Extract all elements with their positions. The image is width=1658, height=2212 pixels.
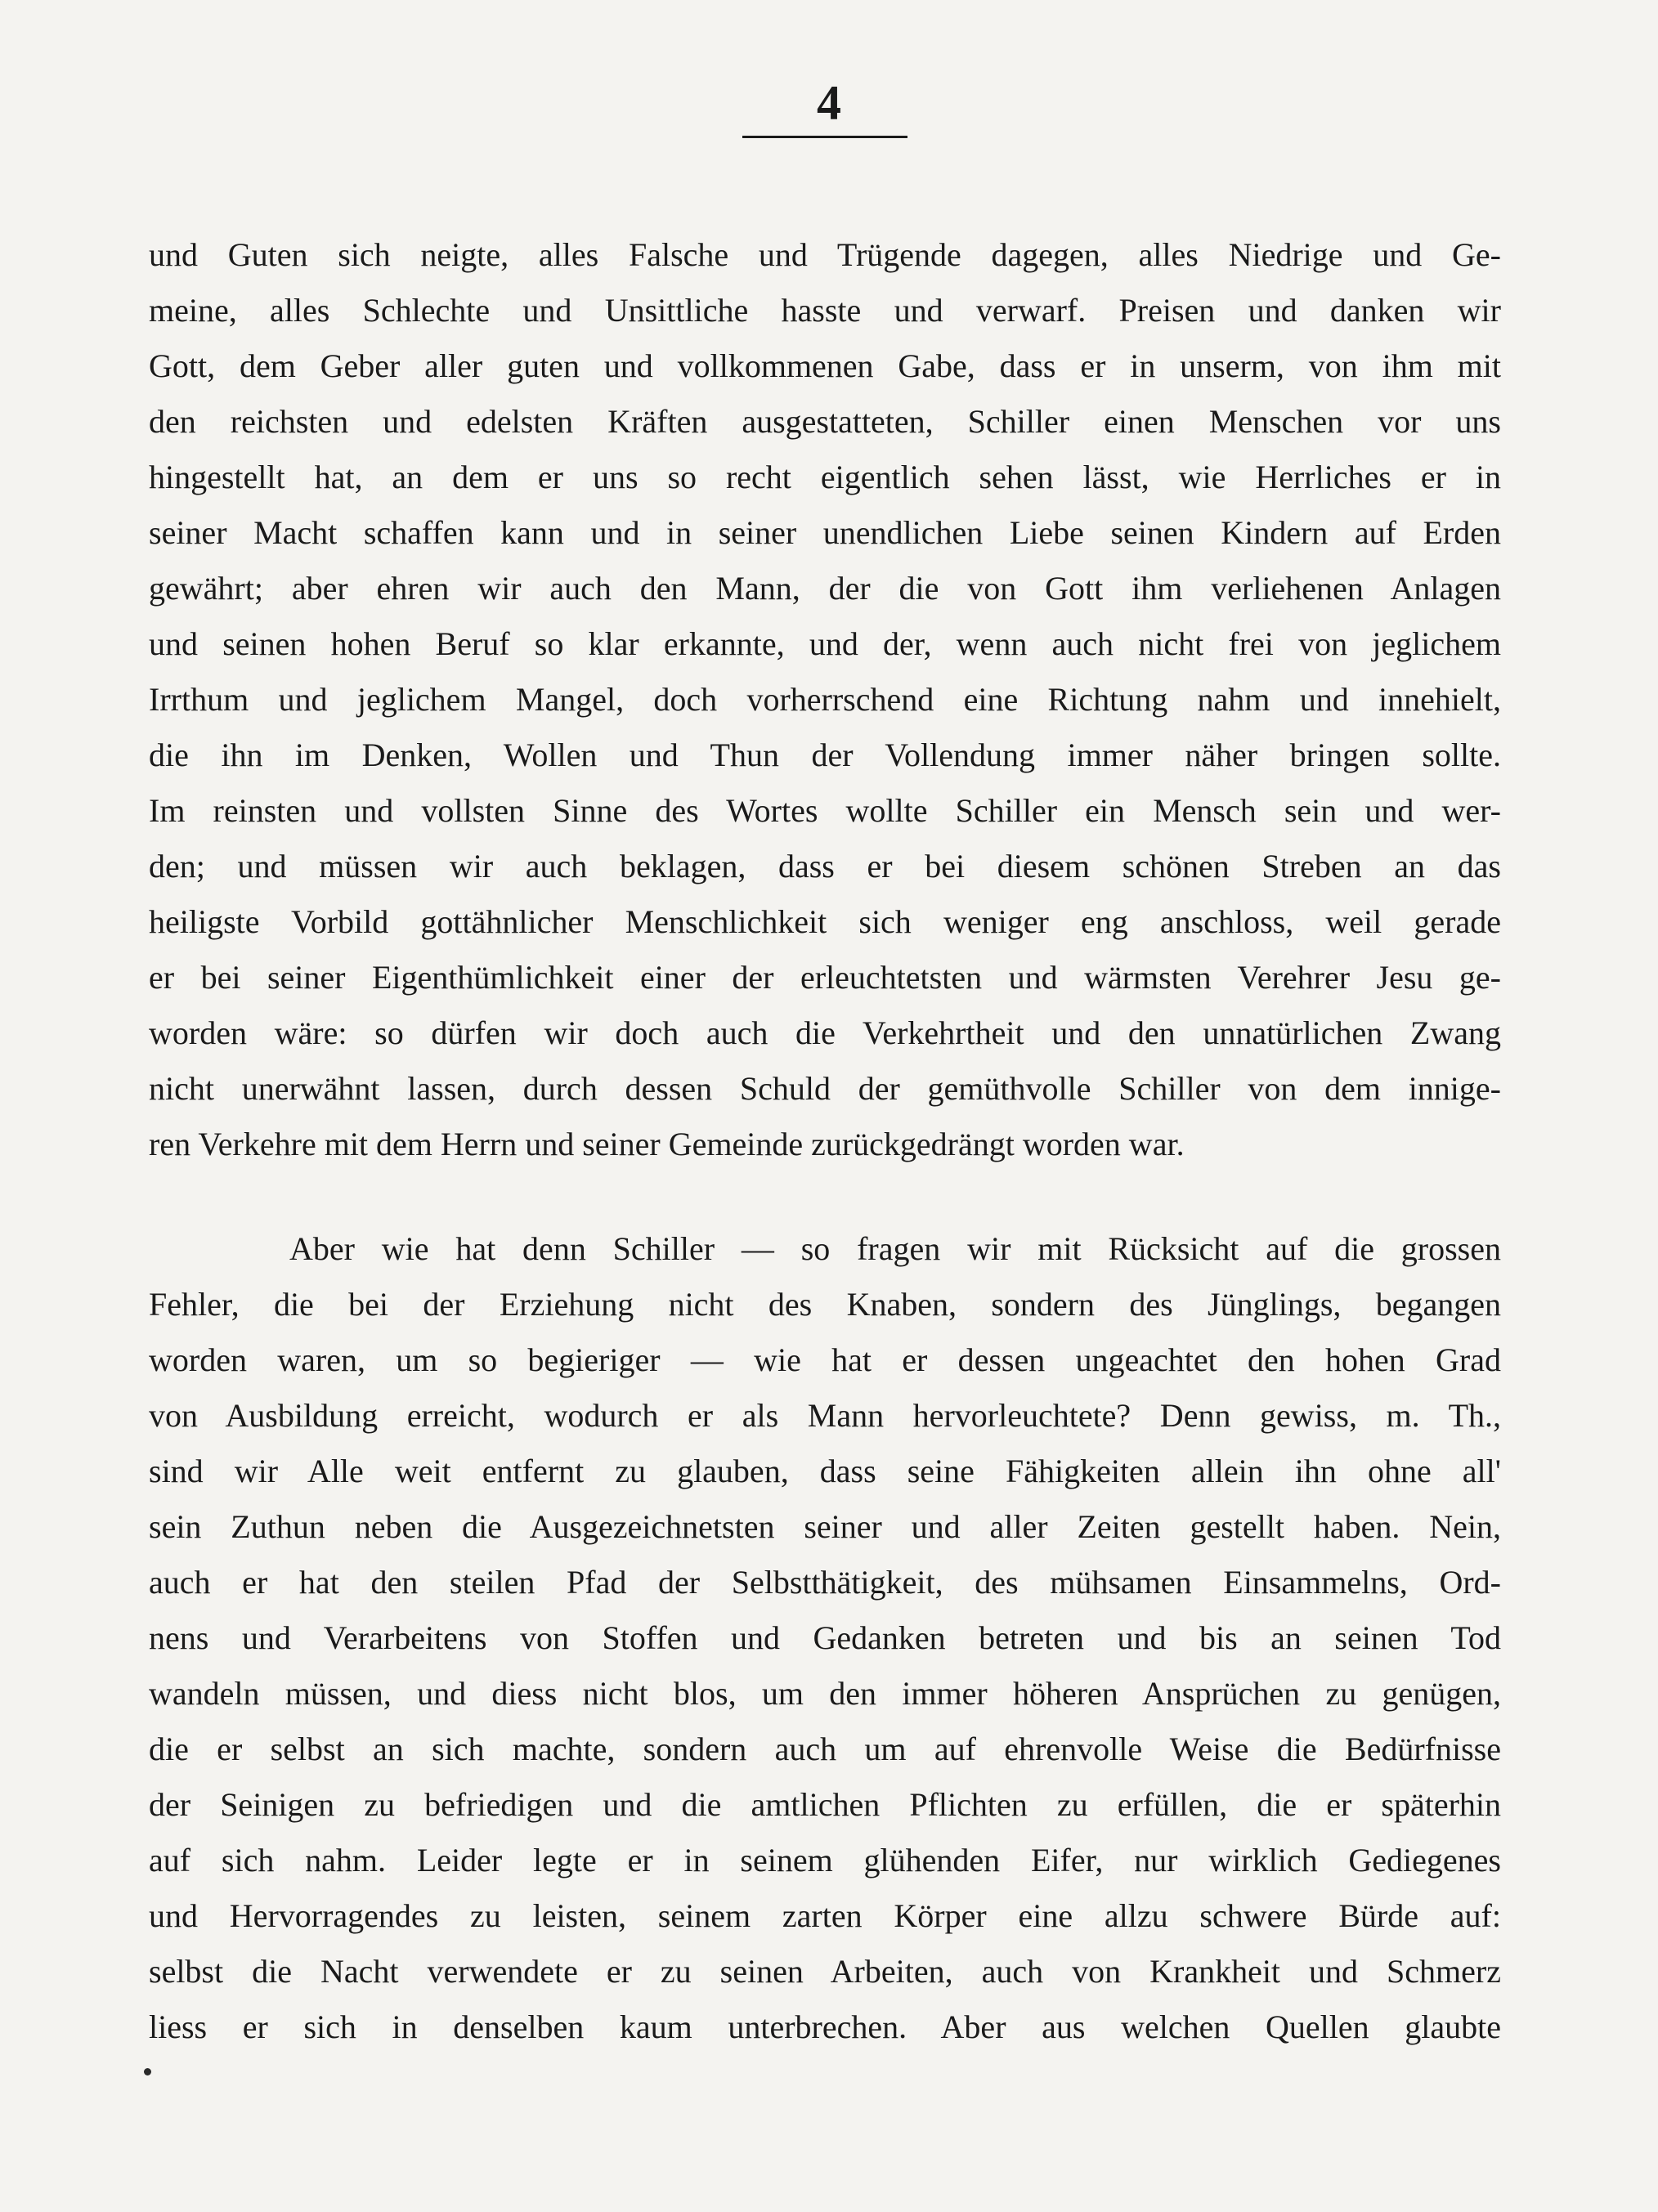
text-line: die ihn im Denken, Wollen und Thun der Vollendung immer näher bringen sollte. [149, 737, 1501, 773]
paragraph-2 [149, 1221, 1501, 2055]
text-line: und Guten sich neigte, alles Falsche und Trügende dagegen, alles Niedrige und Ge- [149, 236, 1501, 273]
text-line: wandeln müssen, und diess nicht blos, um den immer höheren Ansprüchen zu genügen, [149, 1675, 1501, 1712]
text-line: heiligste Vorbild gottähnlicher Menschlichkeit sich weniger eng anschloss, weil gerade [149, 903, 1501, 940]
text-line: seiner Macht schaffen kann und in seiner unendlichen Liebe seinen Kindern auf Erden [149, 514, 1501, 551]
text-line: die er selbst an sich machte, sondern auch um auf ehrenvolle Weise die Bedürfnisse [149, 1731, 1501, 1767]
text-line: sein Zuthun neben die Ausgezeichnetsten seiner und aller Zeiten gestellt haben. Nein, [149, 1508, 1501, 1545]
text-line: Im reinsten und vollsten Sinne des Wortes wollte Schiller ein Mensch sein und wer- [149, 792, 1501, 829]
text-line: hingestellt hat, an dem er uns so recht eigentlich sehen lässt, wie Herrliches er in [149, 459, 1501, 495]
text-line: selbst die Nacht verwendete er zu seinen Arbeiten, auch von Krankheit und Schmerz [149, 1953, 1501, 1990]
page-number-rule [742, 136, 907, 138]
text-line: gewährt; aber ehren wir auch den Mann, der die von Gott ihm verliehenen Anlagen [149, 570, 1501, 607]
text-line: Irrthum und jeglichem Mangel, doch vorherrschend eine Richtung nahm und innehielt, [149, 681, 1501, 718]
text-line: den; und müssen wir auch beklagen, dass er bei diesem schönen Streben an das [149, 848, 1501, 884]
text-line: er bei seiner Eigenthümlichkeit einer der erleuchtetsten und wärmsten Verehrer Jesu ge- [149, 959, 1501, 996]
text-line: worden wäre: so dürfen wir doch auch die Verkehrtheit und den unnatürlichen Zwang [149, 1014, 1501, 1051]
text-line: den reichsten und edelsten Kräften ausgestatteten, Schiller einen Menschen vor uns [149, 403, 1501, 440]
paragraph-1 [149, 227, 1501, 1172]
text-line: worden waren, um so begieriger — wie hat er dessen ungeachtet den hohen Grad [149, 1341, 1501, 1378]
text-line: von Ausbildung erreicht, wodurch er als Mann hervorleuchtete? Denn gewiss, m. Th., [149, 1397, 1501, 1434]
text-line: Gott, dem Geber aller guten und vollkommenen Gabe, dass er in unserm, von ihm mit [149, 347, 1501, 384]
text-line: der Seinigen zu befriedigen und die amtlichen Pflichten zu erfüllen, die er späterhin [149, 1786, 1501, 1823]
text-line: sind wir Alle weit entfernt zu glauben, dass seine Fähigkeiten allein ihn ohne all' [149, 1453, 1501, 1489]
ink-dot [144, 2068, 151, 2075]
text-line: und seinen hohen Beruf so klar erkannte, und der, wenn auch nicht frei von jeglichem [149, 625, 1501, 662]
text-line: auch er hat den steilen Pfad der Selbstthätigkeit, des mühsamen Einsammelns, Ord- [149, 1564, 1501, 1601]
text-line: nens und Verarbeitens von Stoffen und Gedanken betreten und bis an seinen Tod [149, 1619, 1501, 1656]
text-line: liess er sich in denselben kaum unterbrechen. Aber aus welchen Quellen glaubte [149, 2008, 1501, 2045]
text-line: ren Verkehre mit dem Herrn und seiner Gemeinde zurückgedrängt worden war. [149, 1126, 1185, 1162]
text-line: Fehler, die bei der Erziehung nicht des Knaben, sondern des Jünglings, begangen [149, 1286, 1501, 1323]
text-line: meine, alles Schlechte und Unsittliche hasste und verwarf. Preisen und danken wir [149, 292, 1501, 329]
text-line: nicht unerwähnt lassen, durch dessen Schuld der gemüthvolle Schiller von dem innige- [149, 1070, 1501, 1107]
page-number: 4 [817, 76, 841, 130]
text-line: und Hervorragendes zu leisten, seinem zarten Körper eine allzu schwere Bürde auf: [149, 1897, 1501, 1934]
text-line: auf sich nahm. Leider legte er in seinem glühenden Eifer, nur wirklich Gediegenes [149, 1842, 1501, 1878]
text-line: Aber wie hat denn Schiller — so fragen wir mit Rücksicht auf die grossen [289, 1230, 1501, 1267]
